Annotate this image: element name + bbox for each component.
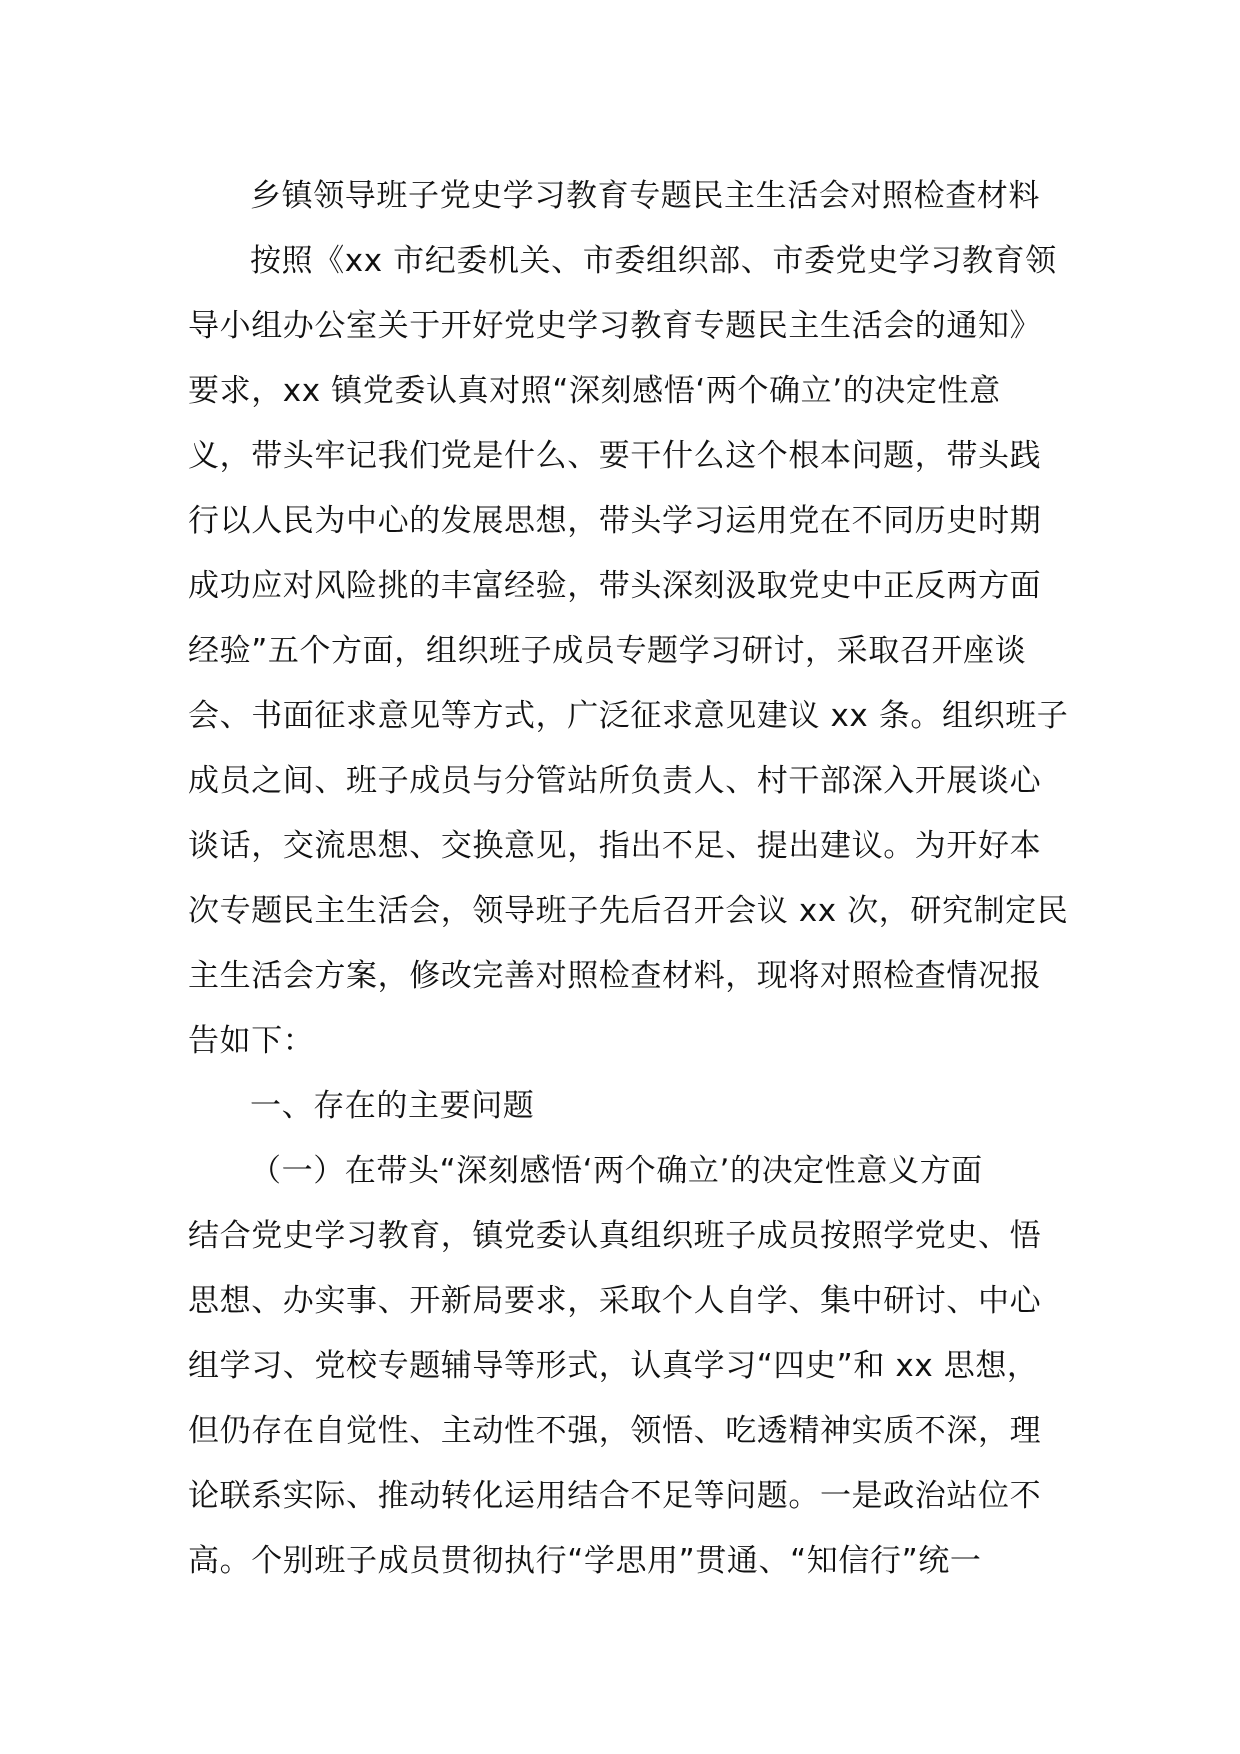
- paragraph-line: 结合党史学习教育，镇党委认真组织班子成员按照学党史、悟: [188, 1218, 1042, 1254]
- paragraph-line: 行以人民为中心的发展思想，带头学习运用党在不同历史时期: [188, 503, 1042, 539]
- paragraph-line: 高。个别班子成员贯彻执行“学思用”贯通、“知信行”统一: [188, 1543, 982, 1579]
- paragraph-line: 主生活会方案，修改完善对照检查材料，现将对照检查情况报: [188, 958, 1042, 994]
- paragraph-line: 会、书面征求意见等方式，广泛征求意见建议 xx 条。组织班子: [188, 698, 1069, 734]
- document-title: 乡镇领导班子党史学习教育专题民主生活会对照检查材料: [250, 178, 1040, 214]
- paragraph-line: 成功应对风险挑的丰富经验，带头深刻汲取党史中正反两方面: [188, 568, 1042, 604]
- paragraph-line: 义，带头牢记我们党是什么、要干什么这个根本问题，带头践: [188, 438, 1042, 474]
- paragraph-line: 但仍存在自觉性、主动性不强，领悟、吃透精神实质不深，理: [188, 1413, 1042, 1449]
- section-heading: 一、存在的主要问题: [250, 1088, 535, 1124]
- paragraph-line: 告如下：: [188, 1023, 315, 1059]
- document-body: [188, 164, 1069, 1594]
- paragraph-line: 组学习、党校专题辅导等形式，认真学习“四史”和 xx 思想，: [188, 1348, 1039, 1384]
- paragraph-line: 经验”五个方面，组织班子成员专题学习研讨，采取召开座谈: [188, 633, 1027, 669]
- paragraph-line: 导小组办公室关于开好党史学习教育专题民主生活会的通知》: [188, 308, 1042, 344]
- subsection-heading: （一）在带头“深刻感悟‘两个确立’的决定性意义方面: [250, 1153, 983, 1189]
- paragraph-line: 成员之间、班子成员与分管站所负责人、村干部深入开展谈心: [188, 763, 1042, 799]
- paragraph-line: 次专题民主生活会，领导班子先后召开会议 xx 次，研究制定民: [188, 893, 1069, 929]
- paragraph-line: 按照《xx 市纪委机关、市委组织部、市委党史学习教育领: [250, 243, 1057, 279]
- paragraph-line: 要求，xx 镇党委认真对照“深刻感悟‘两个确立’的决定性意: [188, 373, 1001, 409]
- paragraph-line: 谈话，交流思想、交换意见，指出不足、提出建议。为开好本: [188, 828, 1042, 864]
- paragraph-line: 思想、办实事、开新局要求，采取个人自学、集中研讨、中心: [188, 1283, 1042, 1319]
- paragraph-line: 论联系实际、推动转化运用结合不足等问题。一是政治站位不: [188, 1478, 1042, 1514]
